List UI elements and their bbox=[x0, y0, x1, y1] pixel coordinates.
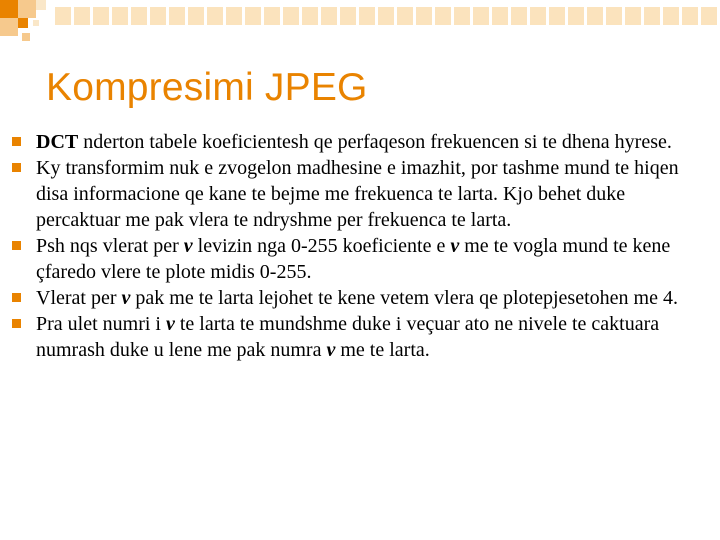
emphasis-text: v bbox=[183, 235, 193, 257]
decor-square bbox=[0, 18, 18, 36]
bullet-item bbox=[12, 311, 702, 363]
text-run: me te vogla mund te kene çfaredo vlere te plote midis 0-255. bbox=[36, 235, 671, 283]
text-run: te larta te mundshme duke i veçuar ato ne nivele te caktuara numrash duke u lene me pak numra bbox=[36, 313, 660, 361]
text-run: Ky transformim nuk e zvogelon madhesine e imazhit, por tashme mund te hiqen disa informacione qe kane te bejme me frekuenca te larta. Kjo behet duke percaktuar me pak vlera te ndryshme per frekuenca te larta. bbox=[36, 157, 679, 231]
text-run: nderton tabele koeficientesh qe perfaqeson frekuencen si te dhena hyrese. bbox=[78, 131, 672, 153]
slide-title: Kompresimi JPEG bbox=[46, 66, 368, 109]
text-run: Vlerat per bbox=[36, 287, 122, 309]
bullet-square-icon bbox=[12, 319, 21, 328]
text-run: Pra ulet numri i bbox=[36, 313, 166, 335]
bullet-square-icon bbox=[12, 293, 21, 302]
text-run: me te larta. bbox=[335, 339, 430, 361]
text-run: levizin nga 0-255 koeficiente e bbox=[192, 235, 451, 257]
decor-square bbox=[18, 0, 36, 18]
bullet-text bbox=[36, 233, 701, 285]
bullet-item bbox=[12, 129, 702, 155]
decor-square bbox=[36, 0, 46, 10]
header-decoration bbox=[0, 0, 720, 40]
bullet-item bbox=[12, 233, 702, 285]
decor-square bbox=[22, 33, 30, 41]
bullet-square-icon bbox=[12, 241, 21, 250]
bullet-list bbox=[12, 129, 702, 363]
text-run: pak me te larta lejohet te kene vetem vlera qe plotepjesetohen me 4. bbox=[130, 287, 678, 309]
text-run: Psh nqs vlerat per bbox=[36, 235, 184, 257]
bullet-text bbox=[36, 129, 701, 155]
decor-square bbox=[0, 0, 18, 18]
bullet-square-icon bbox=[12, 163, 21, 172]
bullet-square-icon bbox=[12, 137, 21, 146]
bullet-item bbox=[12, 285, 702, 311]
emphasis-text: v bbox=[165, 313, 175, 335]
emphasis-text: DCT bbox=[36, 131, 79, 153]
decor-square bbox=[18, 18, 28, 28]
bullet-text bbox=[36, 155, 701, 233]
emphasis-text: v bbox=[326, 339, 336, 361]
bullet-text bbox=[36, 285, 701, 311]
decor-square bbox=[33, 20, 39, 26]
bullet-text bbox=[36, 311, 701, 363]
decor-strip bbox=[55, 7, 720, 25]
bullet-item bbox=[12, 155, 702, 233]
emphasis-text: v bbox=[450, 235, 460, 257]
emphasis-text: v bbox=[121, 287, 131, 309]
